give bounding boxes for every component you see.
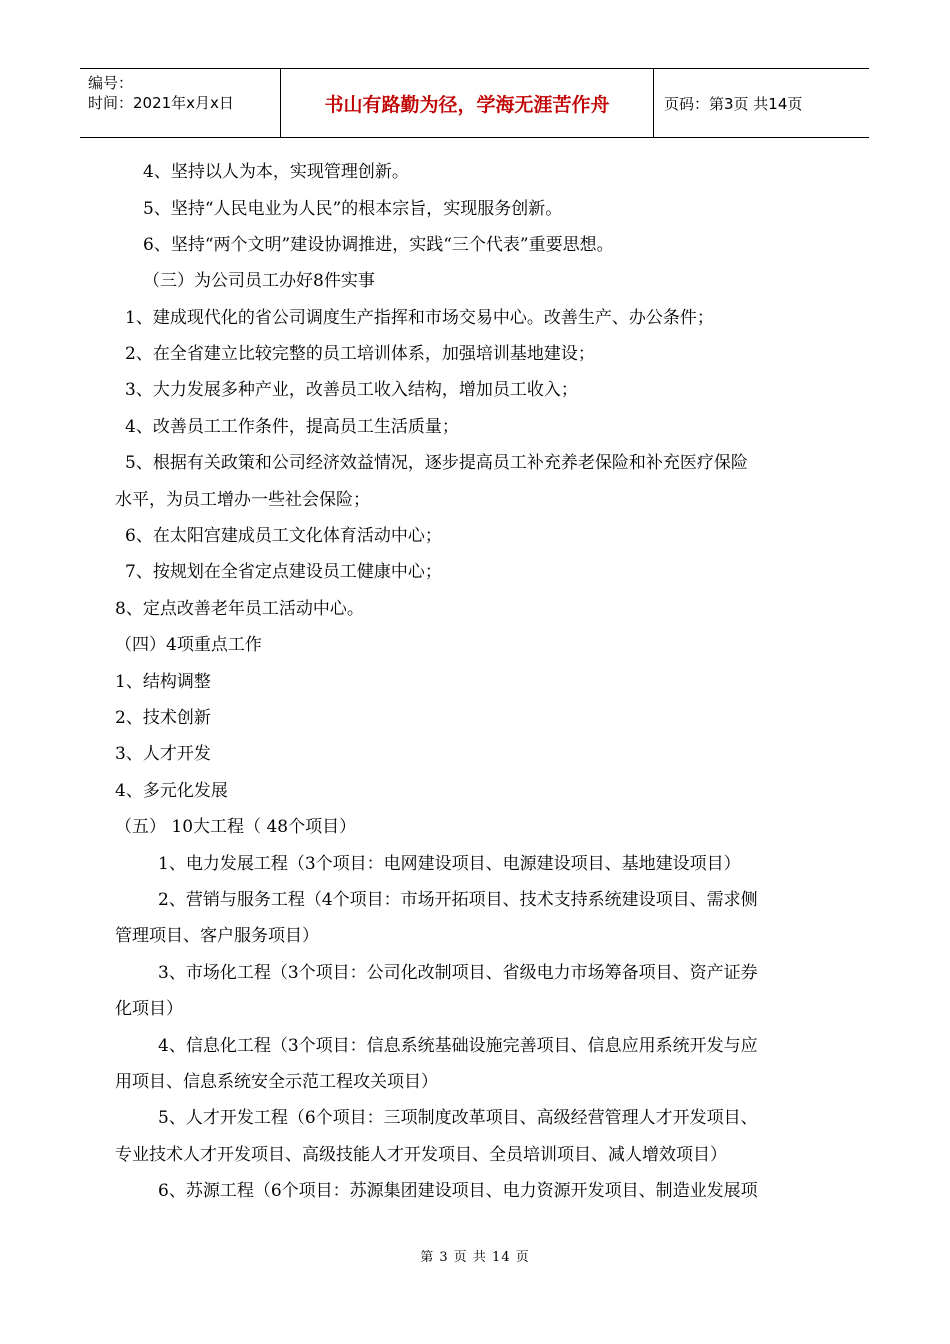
section-heading: （四）4项重点工作 [115,635,262,655]
paragraph-line: 6、在太阳宫建成员工文化体育活动中心； [125,526,442,546]
document-header [80,68,869,138]
paragraph-line: 5、坚持“人民电业为人民”的根本宗旨，实现服务创新。 [143,199,563,219]
section-heading: （五） 10大工程（ 48个项目） [115,817,357,837]
page-footer: 第 3 页 共 14 页 [420,1250,530,1265]
paragraph-line: 6、苏源工程（6个项目：苏源集团建设项目、电力资源开发项目、制造业发展项 [158,1181,758,1201]
paragraph-line: 用项目、信息系统安全示范工程攻关项目） [115,1072,438,1092]
paragraph-line: 4、信息化工程（3个项目：信息系统基础设施完善项目、信息应用系统开发与应 [158,1036,758,1056]
paragraph-line: 2、在全省建立比较完整的员工培训体系，加强培训基地建设； [125,344,595,364]
paragraph-line: 3、市场化工程（3个项目：公司化改制项目、省级电力市场筹备项目、资产证券 [158,963,758,983]
header-left-cell [80,69,281,137]
paragraph-line: 4、多元化发展 [115,781,228,801]
paragraph-line: 1、结构调整 [115,672,211,692]
document-date: 时间：2021年x月x日 [88,94,234,112]
paragraph-line: 8、定点改善老年员工活动中心。 [115,599,364,619]
paragraph-line: 5、人才开发工程（6个项目：三项制度改革项目、高级经营管理人才开发项目、 [158,1108,758,1128]
section-heading: （三）为公司员工办好8件实事 [143,271,375,291]
paragraph-line: 化项目） [115,999,183,1019]
paragraph-line: 3、人才开发 [115,744,211,764]
paragraph-line: 2、营销与服务工程（4个项目：市场开拓项目、技术支持系统建设项目、需求侧 [158,890,758,910]
paragraph-line: 2、技术创新 [115,708,211,728]
paragraph-line: 4、坚持以人为本，实现管理创新。 [143,162,409,182]
paragraph-line: 6、坚持“两个文明”建设协调推进，实践“三个代表”重要思想。 [143,235,614,255]
header-page-info: 页码：第3页 共14页 [664,94,803,113]
paragraph-line: 1、电力发展工程（3个项目：电网建设项目、电源建设项目、基地建设项目） [158,854,741,874]
paragraph-line: 管理项目、客户服务项目） [115,926,319,946]
paragraph-line: 7、按规划在全省定点建设员工健康中心； [125,562,442,582]
paragraph-line: 1、建成现代化的省公司调度生产指挥和市场交易中心。改善生产、办公条件； [125,308,714,328]
header-motto: 书山有路勤为径，学海无涯苦作舟 [281,69,654,137]
document-number-label: 编号： [88,74,134,92]
paragraph-line: 4、改善员工工作条件，提高员工生活质量； [125,417,459,437]
paragraph-line: 5、根据有关政策和公司经济效益情况，逐步提高员工补充养老保险和补充医疗保险 [125,453,748,473]
paragraph-line: 专业技术人才开发项目、高级技能人才开发项目、全员培训项目、减人增效项目） [115,1145,727,1165]
paragraph-line: 3、大力发展多种产业，改善员工收入结构，增加员工收入； [125,380,578,400]
paragraph-line: 水平，为员工增办一些社会保险； [115,490,370,510]
